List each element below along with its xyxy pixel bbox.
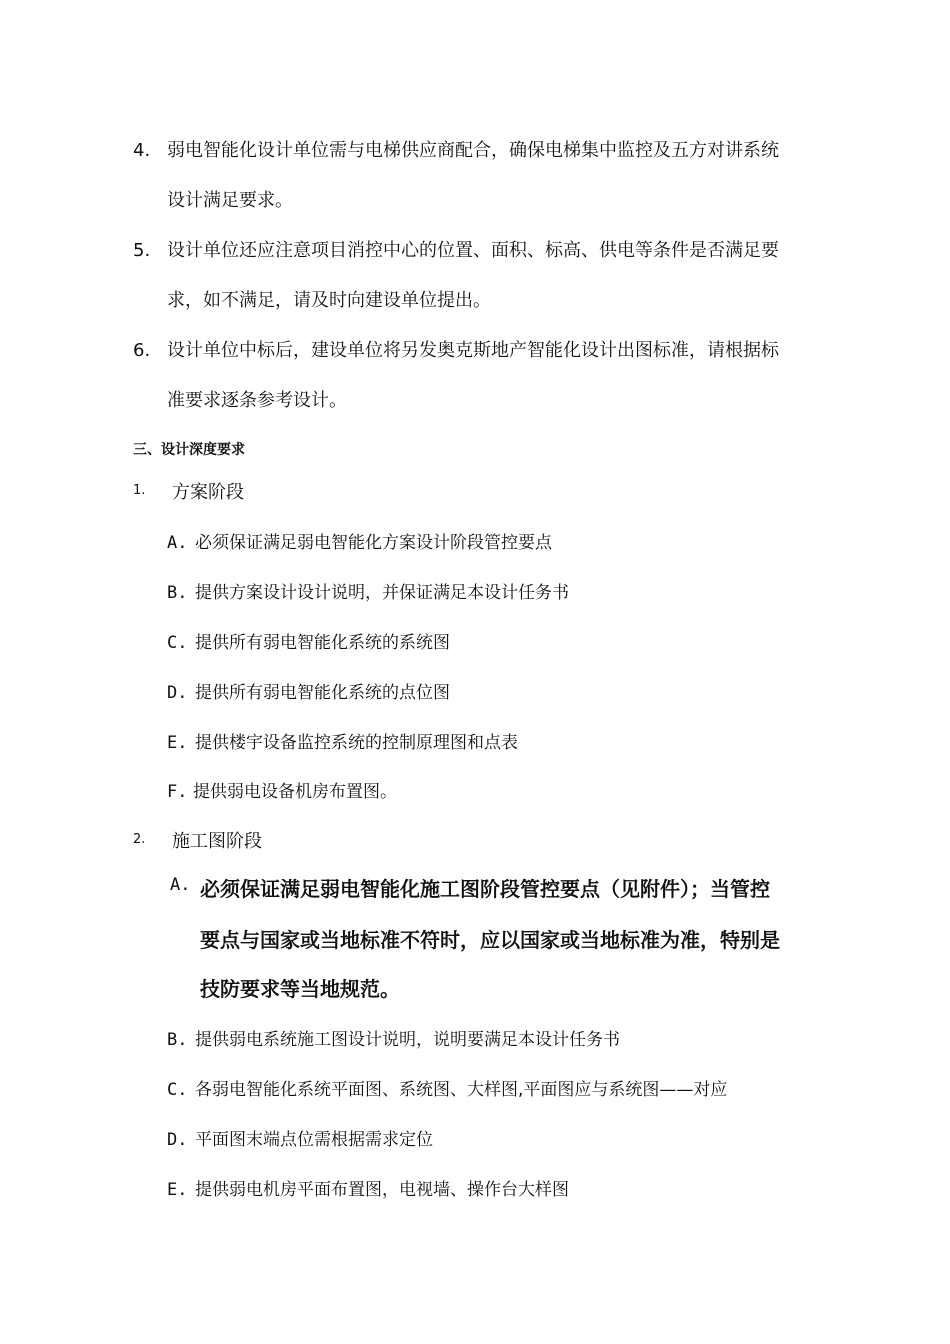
sub-item — [167, 777, 397, 802]
sub-item — [167, 628, 450, 653]
list-text-line1: 弱电智能化设计单位需与电梯供应商配合，确保电梯集中监控及五方对讲系统 — [167, 140, 779, 161]
stage-title: 方案阶段 — [172, 482, 244, 503]
sub-item — [167, 1025, 620, 1050]
list-number: 4. — [133, 140, 151, 161]
stage-number: 1. — [133, 483, 146, 498]
stage-title: 施工图阶段 — [172, 831, 262, 852]
sub-item-letter: F. — [167, 782, 188, 802]
sub-item — [167, 1125, 433, 1150]
sub-item-letter: B. — [167, 583, 188, 603]
sub-item — [167, 578, 569, 603]
sub-item — [167, 528, 552, 553]
bold-text-line2: 要点与国家或当地标准不符时，应以国家或当地标准为准，特别是 — [200, 928, 780, 952]
sub-item-text: 平面图末端点位需根据需求定位 — [195, 1130, 433, 1150]
sub-item-letter: D. — [167, 683, 188, 703]
sub-item-letter: E. — [167, 733, 188, 753]
bold-text-line1: 必须保证满足弱电智能化施工图阶段管控要点（见附件）；当管控 — [200, 877, 770, 901]
sub-item — [167, 678, 450, 703]
sub-item-text: 提供弱电设备机房布置图。 — [193, 782, 397, 802]
list-text-line2: 求，如不满足，请及时向建设单位提出。 — [167, 290, 491, 311]
sub-item — [167, 1075, 727, 1100]
section-heading: 三、设计深度要求 — [133, 442, 245, 458]
bold-text-line3: 技防要求等当地规范。 — [200, 977, 400, 1001]
sub-item-text: 提供楼宇设备监控系统的控制原理图和点表 — [195, 733, 518, 753]
list-text-line1: 设计单位还应注意项目消控中心的位置、面积、标高、供电等条件是否满足要 — [167, 240, 779, 261]
sub-item-text: 提供弱电系统施工图设计说明，说明要满足本设计任务书 — [195, 1030, 620, 1050]
list-number: 5. — [133, 240, 151, 261]
sub-item-letter: D. — [167, 1130, 188, 1150]
list-text-line2: 准要求逐条参考设计。 — [167, 390, 347, 411]
list-text-line2: 设计满足要求。 — [167, 190, 293, 211]
sub-item — [167, 728, 518, 753]
sub-item-letter: A. — [170, 875, 191, 895]
sub-item-text: 提供所有弱电智能化系统的系统图 — [195, 633, 450, 653]
sub-item-text: 提供所有弱电智能化系统的点位图 — [195, 683, 450, 703]
sub-item — [167, 1175, 569, 1200]
sub-item-text: 提供方案设计设计说明，并保证满足本设计任务书 — [195, 583, 569, 603]
list-number: 6. — [133, 340, 151, 361]
sub-item-letter: B. — [167, 1030, 188, 1050]
list-text-line1: 设计单位中标后，建设单位将另发奥克斯地产智能化设计出图标准，请根据标 — [167, 340, 779, 361]
sub-item-text: 各弱电智能化系统平面图、系统图、大样图,平面图应与系统图——对应 — [195, 1080, 728, 1100]
sub-item-text: 提供弱电机房平面布置图，电视墙、操作台大样图 — [195, 1180, 569, 1200]
sub-item-text: 必须保证满足弱电智能化方案设计阶段管控要点 — [195, 533, 552, 553]
sub-item-letter: C. — [167, 1080, 188, 1100]
sub-item-letter: E. — [167, 1180, 188, 1200]
sub-item-letter: C. — [167, 633, 188, 653]
stage-number: 2. — [133, 832, 146, 847]
sub-item-letter: A. — [167, 533, 188, 553]
